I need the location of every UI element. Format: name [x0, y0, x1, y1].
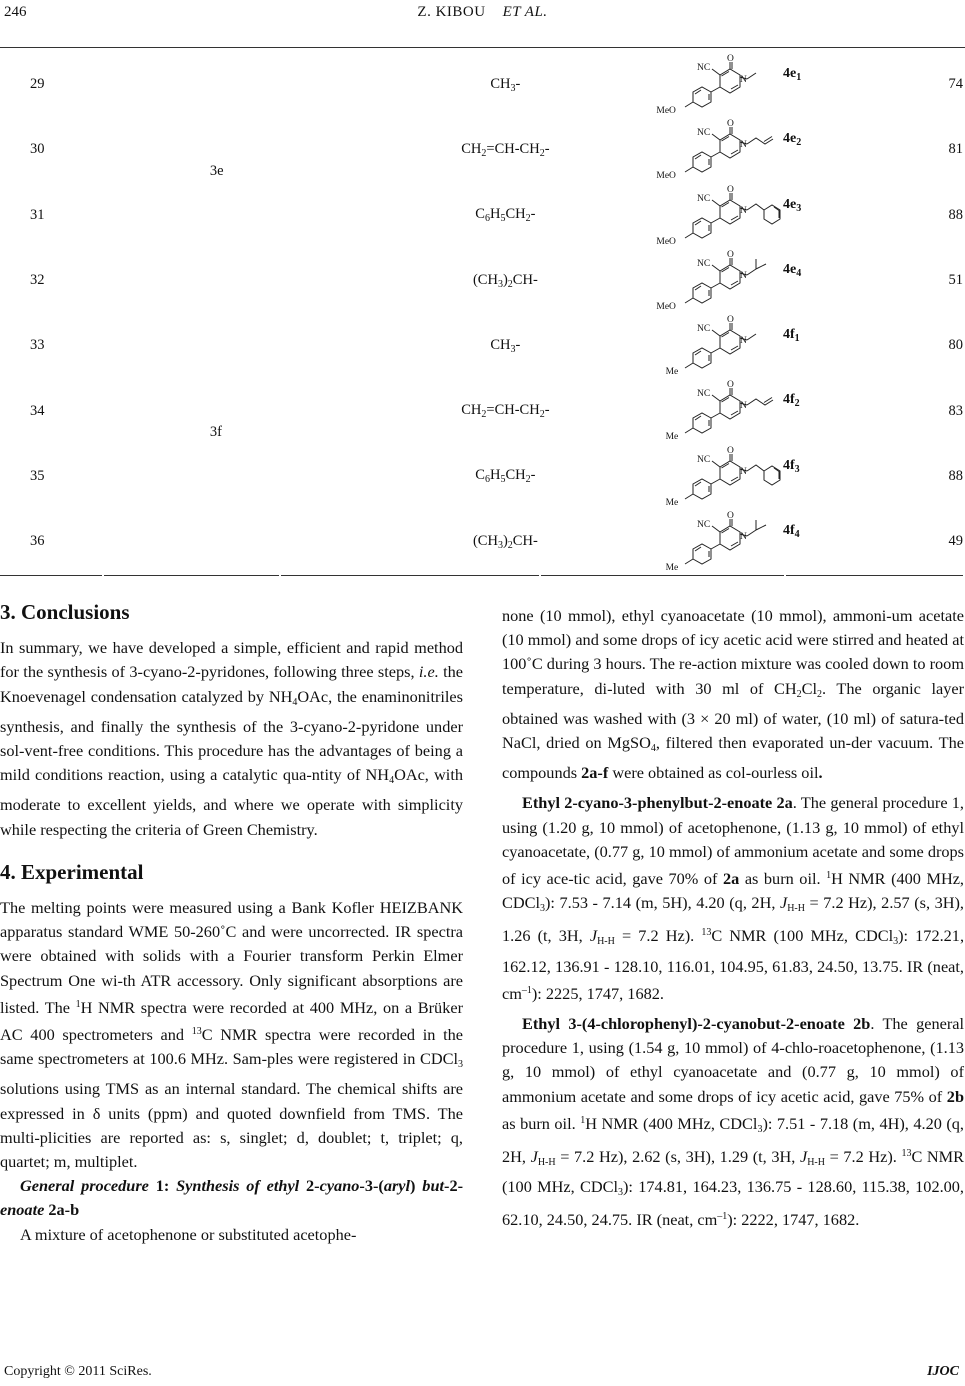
structure-atom-label: NC	[696, 324, 711, 335]
product-cell	[632, 444, 869, 509]
structure-atom-label: N	[739, 336, 747, 347]
r-group: $CH_2=CH-CH_2-$	[461, 402, 550, 421]
running-head	[0, 4, 965, 21]
yield-value: 51	[948, 272, 963, 289]
table-bottom-rule	[786, 575, 963, 576]
structure-atom-label: NC	[696, 520, 711, 531]
product-label: $4e_3$	[782, 196, 802, 214]
pyridone-structure-image	[632, 248, 832, 313]
header-rule	[0, 47, 965, 48]
yield-value: 83	[948, 402, 963, 419]
substrate-label: 3e	[209, 162, 224, 179]
copyright: Copyright © 2011 SciRes.	[4, 1364, 152, 1379]
structure-atom-label: O	[726, 119, 734, 130]
r-group: $CH_3-$	[490, 75, 521, 94]
product-cell	[632, 248, 869, 313]
structure-atom-label: Me	[665, 497, 679, 508]
structure-atom-label: MeO	[656, 301, 676, 312]
pyridone-structure-image	[632, 378, 832, 443]
yield-value: 88	[948, 206, 963, 223]
substrate-label: 3f	[209, 423, 222, 440]
r-group: $(CH_3)_2CH-$	[472, 271, 538, 290]
structure-atom-label: O	[726, 445, 734, 456]
r-group: $CH_2=CH-CH_2-$	[461, 140, 550, 159]
r-group: $C_6H_5CH_2-$	[475, 467, 536, 486]
entry-number: 32	[30, 272, 45, 289]
page-number: 246	[4, 4, 27, 20]
product-cell	[632, 378, 869, 443]
product-cell	[632, 117, 869, 182]
product-cell	[632, 509, 869, 574]
product-label: $4f_3$	[782, 457, 800, 475]
entry-number: 30	[30, 141, 45, 158]
table-bottom-rule	[104, 575, 279, 576]
r-group: $(CH_3)_2CH-$	[472, 532, 538, 551]
table-bottom-rule	[541, 575, 784, 576]
pyridone-structure-image	[632, 313, 832, 378]
substrate-label	[131, 509, 379, 574]
left-column: 3. Conclusions In summary, we have developed a simple, efficient and rapid method for the synthesis of 3-cyano-2-pyridones, following three steps, i.e. the Knoevenagel condensation catalyzed by $NH_4OAc$, the enaminonitriles synthesis, and finally the synthesis of the 3-cyano-2-pyridone under sol-vent-free conditions. This procedure has the advantages of being a mild conditions reaction, using a catalytic qua-ntity of $NH_4OAc$, with moderate to excellent yields, and where we operate with simplicity while respecting the criteria of Green Chemistry. 4. Experimental The melting points were measured using a Bank Kofler HEIZBANK apparatus standard WME 50-260˚C and were uncorrected. IR spectra were obtained with solids with a Fourier transform Perkin Elmer Spectrum One wi-th ATR accessory. Only significant absorptions are listed. The $^1$H NMR spectra were recorded at 400 MHz, on a Brüker AC 400 spectrometers and $^{13}$C NMR spectra were recorded in the same spectrometers at 100.6 MHz. Sam-ples were registered in CDCl$_3$ solutions using TMS as an internal standard. The chemical shifts are expressed in δ units (ppm) and quoted downfield from TMS. The multi-plicities are reported as: s, singlet; d, doublet; t, triplet; q, quartet; m, multiplet. General procedure 1: Synthesis of ethyl 2-cyano-3-(aryl) but-2-enoate 2a-b A mixture of acetophenone or substituted acetophe-	[0, 600, 464, 1244]
structure-atom-label: NC	[696, 193, 711, 204]
product-label: $4f_1$	[782, 327, 800, 345]
structure-atom-label: N	[739, 532, 747, 543]
r-group: $C_6H_5CH_2-$	[475, 206, 536, 225]
structure-atom-label: NC	[696, 389, 711, 400]
structure-atom-label: MeO	[656, 236, 676, 247]
structure-atom-label: O	[726, 54, 734, 64]
substrate-label	[131, 248, 379, 313]
table-row	[0, 183, 963, 248]
structure-atom-label: N	[739, 466, 747, 477]
structure-atom-label: O	[726, 511, 734, 522]
table-bottom-rule	[0, 575, 102, 576]
yield-value: 74	[948, 76, 963, 93]
structure-atom-label: N	[739, 401, 747, 412]
product-label: $4f_4$	[782, 523, 800, 541]
structure-atom-label: N	[739, 270, 747, 281]
table-row	[0, 52, 963, 117]
right-column: none (10 mmol), ethyl cyanoacetate (10 mmol), ammoni-um acetate (10 mmol) and some drops of icy acetic acid were stirred and heated at 100˚C during 3 hours. The re-action mixture was cooled down to room temperature, di-luted with 30 ml of $CH_2Cl_2$. The organic layer obtained was washed with (3 × 20 ml) of water, (10 ml) of satura-ted NaCl, dried on MgSO$_4$, filtered then evaporated un-der vacuum. The compounds 2a-f were obtained as col-ourless oil. Ethyl 2-cyano-3-phenylbut-2-enoate 2a. The general procedure 1, using (1.20 g, 10 mmol) of acetophenone, (1.13 g, 10 mmol) of ethyl cyanoacetate, (0.77 g, 10 mmol) of ammonium acetate and some drops of icy ace-tic acid, gave 70% of 2a as burn oil. $^1$H NMR (400 MHz, CDCl$_3$): 7.53 - 7.14 (m, 5H), 4.20 (q, 2H, $J_{H-H} = 7.2$ Hz), 2.57 (s, 3H), 1.26 (t, 3H, $J_{H-H} = 7.2$ Hz). $^{13}$C NMR (100 MHz, CDCl$_3$): 172.21, 162.12, 136.91 - 128.10, 116.01, 104.95, 61.83, 24.50, 13.75. IR (neat, $cm^{-1}$): 2225, 1747, 1682. Ethyl 3-(4-chlorophenyl)-2-cyanobut-2-enoate 2b. The general procedure 1, using (1.54 g, 10 mmol) of 4-chlo-roacetophenone, (1.13 g, 10 mmol) of ethyl cyanoacetate and (0.77 g, 10 mmol) of ammonium acetate and some drops of icy acetic acid, gave 75% of 2b as burn oil. $^1$H NMR (400 MHz, CDCl$_3$): 7.51 - 7.18 (m, 4H), 4.20 (q, 2H, $J_{H-H} = 7.2$ Hz), 2.62 (s, 3H), 1.29 (t, 3H, $J_{H-H} = 7.2$ Hz). $^{13}$C NMR (100 MHz, CDCl$_3$): 174.81, 164.23, 136.75 - 128.60, 115.38, 102.00, 62.10, 24.50, 24.75. IR (neat, $cm^{-1}$): 2222, 1747, 1682.	[502, 606, 965, 1230]
structure-atom-label: O	[726, 249, 734, 260]
substrate-label	[131, 313, 379, 378]
structure-atom-label: NC	[696, 63, 711, 73]
entry-number: 29	[30, 76, 45, 93]
table-row	[0, 117, 963, 182]
entry-number: 34	[30, 402, 45, 419]
r-group: $CH_3-$	[490, 336, 521, 355]
table-row	[0, 444, 963, 509]
product-label: $4e_4$	[782, 261, 802, 279]
structure-atom-label: Me	[665, 367, 679, 378]
substrate-label	[131, 117, 379, 182]
pyridone-structure-image	[632, 183, 832, 248]
structure-atom-label: O	[726, 184, 734, 195]
running-head-authors: Z. KIBOU	[417, 4, 486, 20]
structure-atom-label: N	[739, 205, 747, 216]
product-label: $4e_1$	[782, 66, 802, 83]
structure-atom-label: Me	[665, 563, 679, 574]
journal-abbrev: IJOC	[927, 1364, 959, 1379]
entry-number: 35	[30, 467, 45, 484]
product-cell	[632, 313, 869, 378]
structure-atom-label: NC	[696, 128, 711, 139]
substrate-label	[131, 52, 379, 117]
product-label: $4f_2$	[782, 392, 800, 410]
product-label: $4e_2$	[782, 131, 802, 149]
structure-atom-label: NC	[696, 454, 711, 465]
table-bottom-rule	[281, 575, 539, 576]
table-row	[0, 509, 963, 574]
pyridone-structure-image	[632, 444, 832, 509]
entry-number: 31	[30, 206, 45, 223]
substrate-label	[131, 378, 379, 443]
structure-atom-label: O	[726, 315, 734, 326]
structure-atom-label: N	[739, 140, 747, 151]
structure-atom-label: MeO	[656, 106, 676, 116]
table-row	[0, 378, 963, 443]
pyridone-structure-image	[632, 52, 832, 117]
table-row	[0, 313, 963, 378]
structure-atom-label: NC	[696, 258, 711, 269]
yield-value: 88	[948, 467, 963, 484]
product-cell	[632, 52, 869, 117]
entry-number: 36	[30, 533, 45, 550]
table-row	[0, 248, 963, 313]
pyridone-structure-image	[632, 117, 832, 182]
yield-value: 49	[948, 533, 963, 550]
running-head-etal: ET AL.	[502, 4, 548, 20]
structure-atom-label: O	[726, 380, 734, 391]
structure-atom-label: N	[739, 75, 747, 85]
products-table	[0, 52, 963, 574]
structure-atom-label: Me	[665, 432, 679, 443]
yield-value: 80	[948, 337, 963, 354]
pyridone-structure-image	[632, 509, 832, 574]
structure-atom-label: MeO	[656, 171, 676, 182]
product-cell	[632, 183, 869, 248]
yield-value: 81	[948, 141, 963, 158]
entry-number: 33	[30, 337, 45, 354]
